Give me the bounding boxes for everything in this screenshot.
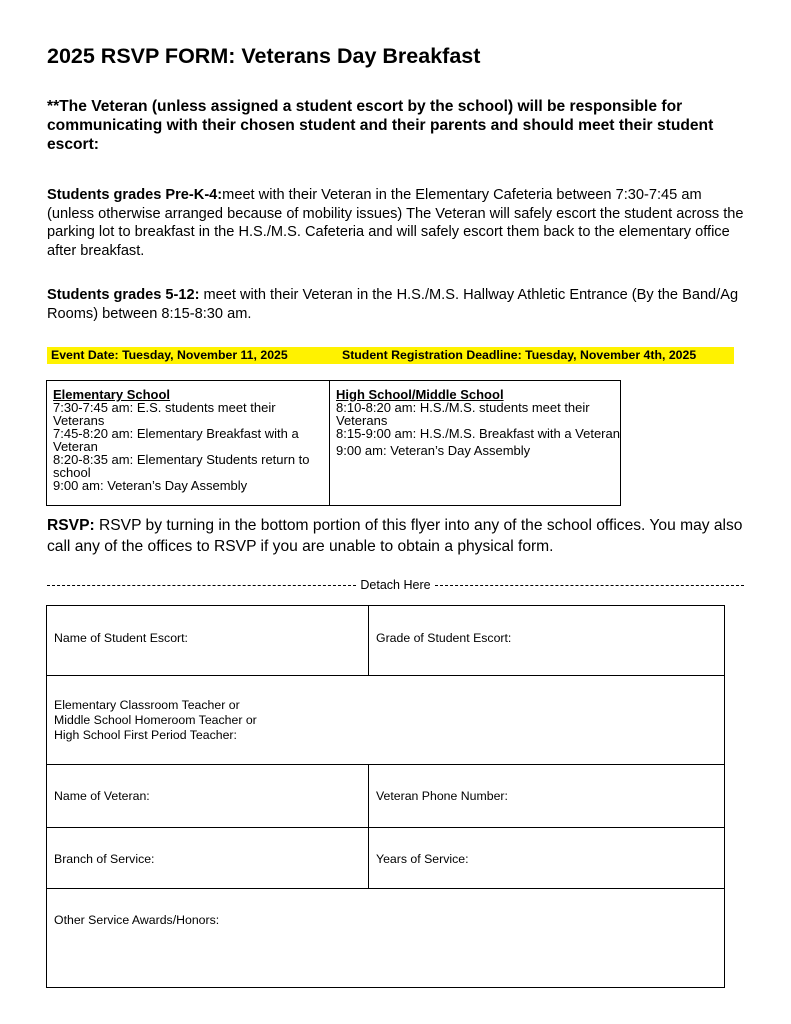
branch-label: Branch of Service: xyxy=(54,852,155,866)
schedule-item: 9:00 am: Veteran’s Day Assembly xyxy=(53,478,248,493)
awards-label: Other Service Awards/Honors: xyxy=(54,913,220,927)
rsvp-instructions xyxy=(47,515,747,557)
form-row-service xyxy=(47,828,724,889)
prek4-lead: Students grades Pre-K-4: xyxy=(47,187,223,203)
years-field[interactable] xyxy=(369,828,724,888)
veteran-phone-field[interactable] xyxy=(369,765,724,827)
form-row-awards xyxy=(47,889,724,986)
schedule-table xyxy=(46,380,621,506)
student-escort-name-field[interactable] xyxy=(47,606,369,675)
prek4-text: meet with their Veteran in the Elementary Cafeteria between 7:30-7:45 am (unless otherwise arranged because of mobility issues) The Veteran will safely escort the student across the parking lot to breakfast in the H.S./M.S. Cafeteria and will safely escort them back to the elementary office after breakfast. xyxy=(47,187,744,259)
rsvp-form xyxy=(46,605,725,988)
detach-label: Detach Here xyxy=(360,578,431,592)
elementary-schedule xyxy=(47,381,330,505)
veteran-name-field[interactable] xyxy=(47,765,369,827)
student-escort-grade-field[interactable] xyxy=(369,606,724,675)
high-middle-schedule xyxy=(330,381,620,505)
rsvp-lead: RSVP: xyxy=(47,517,95,534)
teacher-label-line: Elementary Classroom Teacher or xyxy=(54,698,240,712)
grades5-12-text: meet with their Veteran in the H.S./M.S. Hallway Athletic Entrance (By the Band/Ag Rooms) between 8:15-8:30 am. xyxy=(47,287,739,322)
student-escort-name-label: Name of Student Escort: xyxy=(54,631,188,645)
form-row-veteran xyxy=(47,765,724,828)
schedule-item: 8:10-8:20 am: H.S./M.S. students meet their Veterans xyxy=(336,400,590,428)
intro-notice: **The Veteran (unless assigned a student escort by the school) will be responsible for communicating with their chosen student and their parents and should meet their student escort: xyxy=(47,98,714,153)
prek4-instructions xyxy=(47,186,747,260)
detach-line xyxy=(47,577,744,593)
student-escort-grade-label: Grade of Student Escort: xyxy=(376,631,512,645)
schedule-item: 8:20-8:35 am: Elementary Students return to school xyxy=(53,452,310,480)
veteran-name-label: Name of Veteran: xyxy=(54,789,150,803)
teacher-label xyxy=(54,698,257,743)
grades5-12-lead: Students grades 5-12: xyxy=(47,287,200,303)
grades5-12-instructions xyxy=(47,286,747,323)
high-middle-heading: High School/Middle School xyxy=(336,387,504,402)
teacher-label-line: Middle School Homeroom Teacher or xyxy=(54,713,257,727)
registration-deadline: Student Registration Deadline: Tuesday, November 4th, 2025 xyxy=(342,348,697,362)
years-label: Years of Service: xyxy=(376,852,469,866)
event-date: Event Date: Tuesday, November 11, 2025 xyxy=(51,348,288,362)
veteran-phone-label: Veteran Phone Number: xyxy=(376,789,508,803)
schedule-item: 9:00 am: Veteran’s Day Assembly xyxy=(336,443,531,458)
page-title: 2025 RSVP FORM: Veterans Day Breakfast xyxy=(47,44,481,68)
branch-field[interactable] xyxy=(47,828,369,888)
awards-field[interactable] xyxy=(47,889,724,986)
rsvp-text: RSVP by turning in the bottom portion of this flyer into any of the school offices. You may also call any of the offices to RSVP if you are unable to obtain a physical form. xyxy=(47,517,743,555)
schedule-item: 8:15-9:00 am: H.S./M.S. Breakfast with a Veteran xyxy=(336,426,620,441)
teacher-field[interactable] xyxy=(47,676,724,764)
schedule-item: 7:45-8:20 am: Elementary Breakfast with a Veteran xyxy=(53,426,299,454)
event-highlight-bar xyxy=(47,347,734,364)
teacher-label-line: High School First Period Teacher: xyxy=(54,728,237,742)
detach-dashes-left xyxy=(47,585,356,586)
schedule-item: 7:30-7:45 am: E.S. students meet their Veterans xyxy=(53,400,276,428)
elementary-heading: Elementary School xyxy=(53,387,171,402)
form-row-teacher xyxy=(47,676,724,765)
detach-dashes-right xyxy=(435,585,744,586)
form-row-escort xyxy=(47,606,724,676)
